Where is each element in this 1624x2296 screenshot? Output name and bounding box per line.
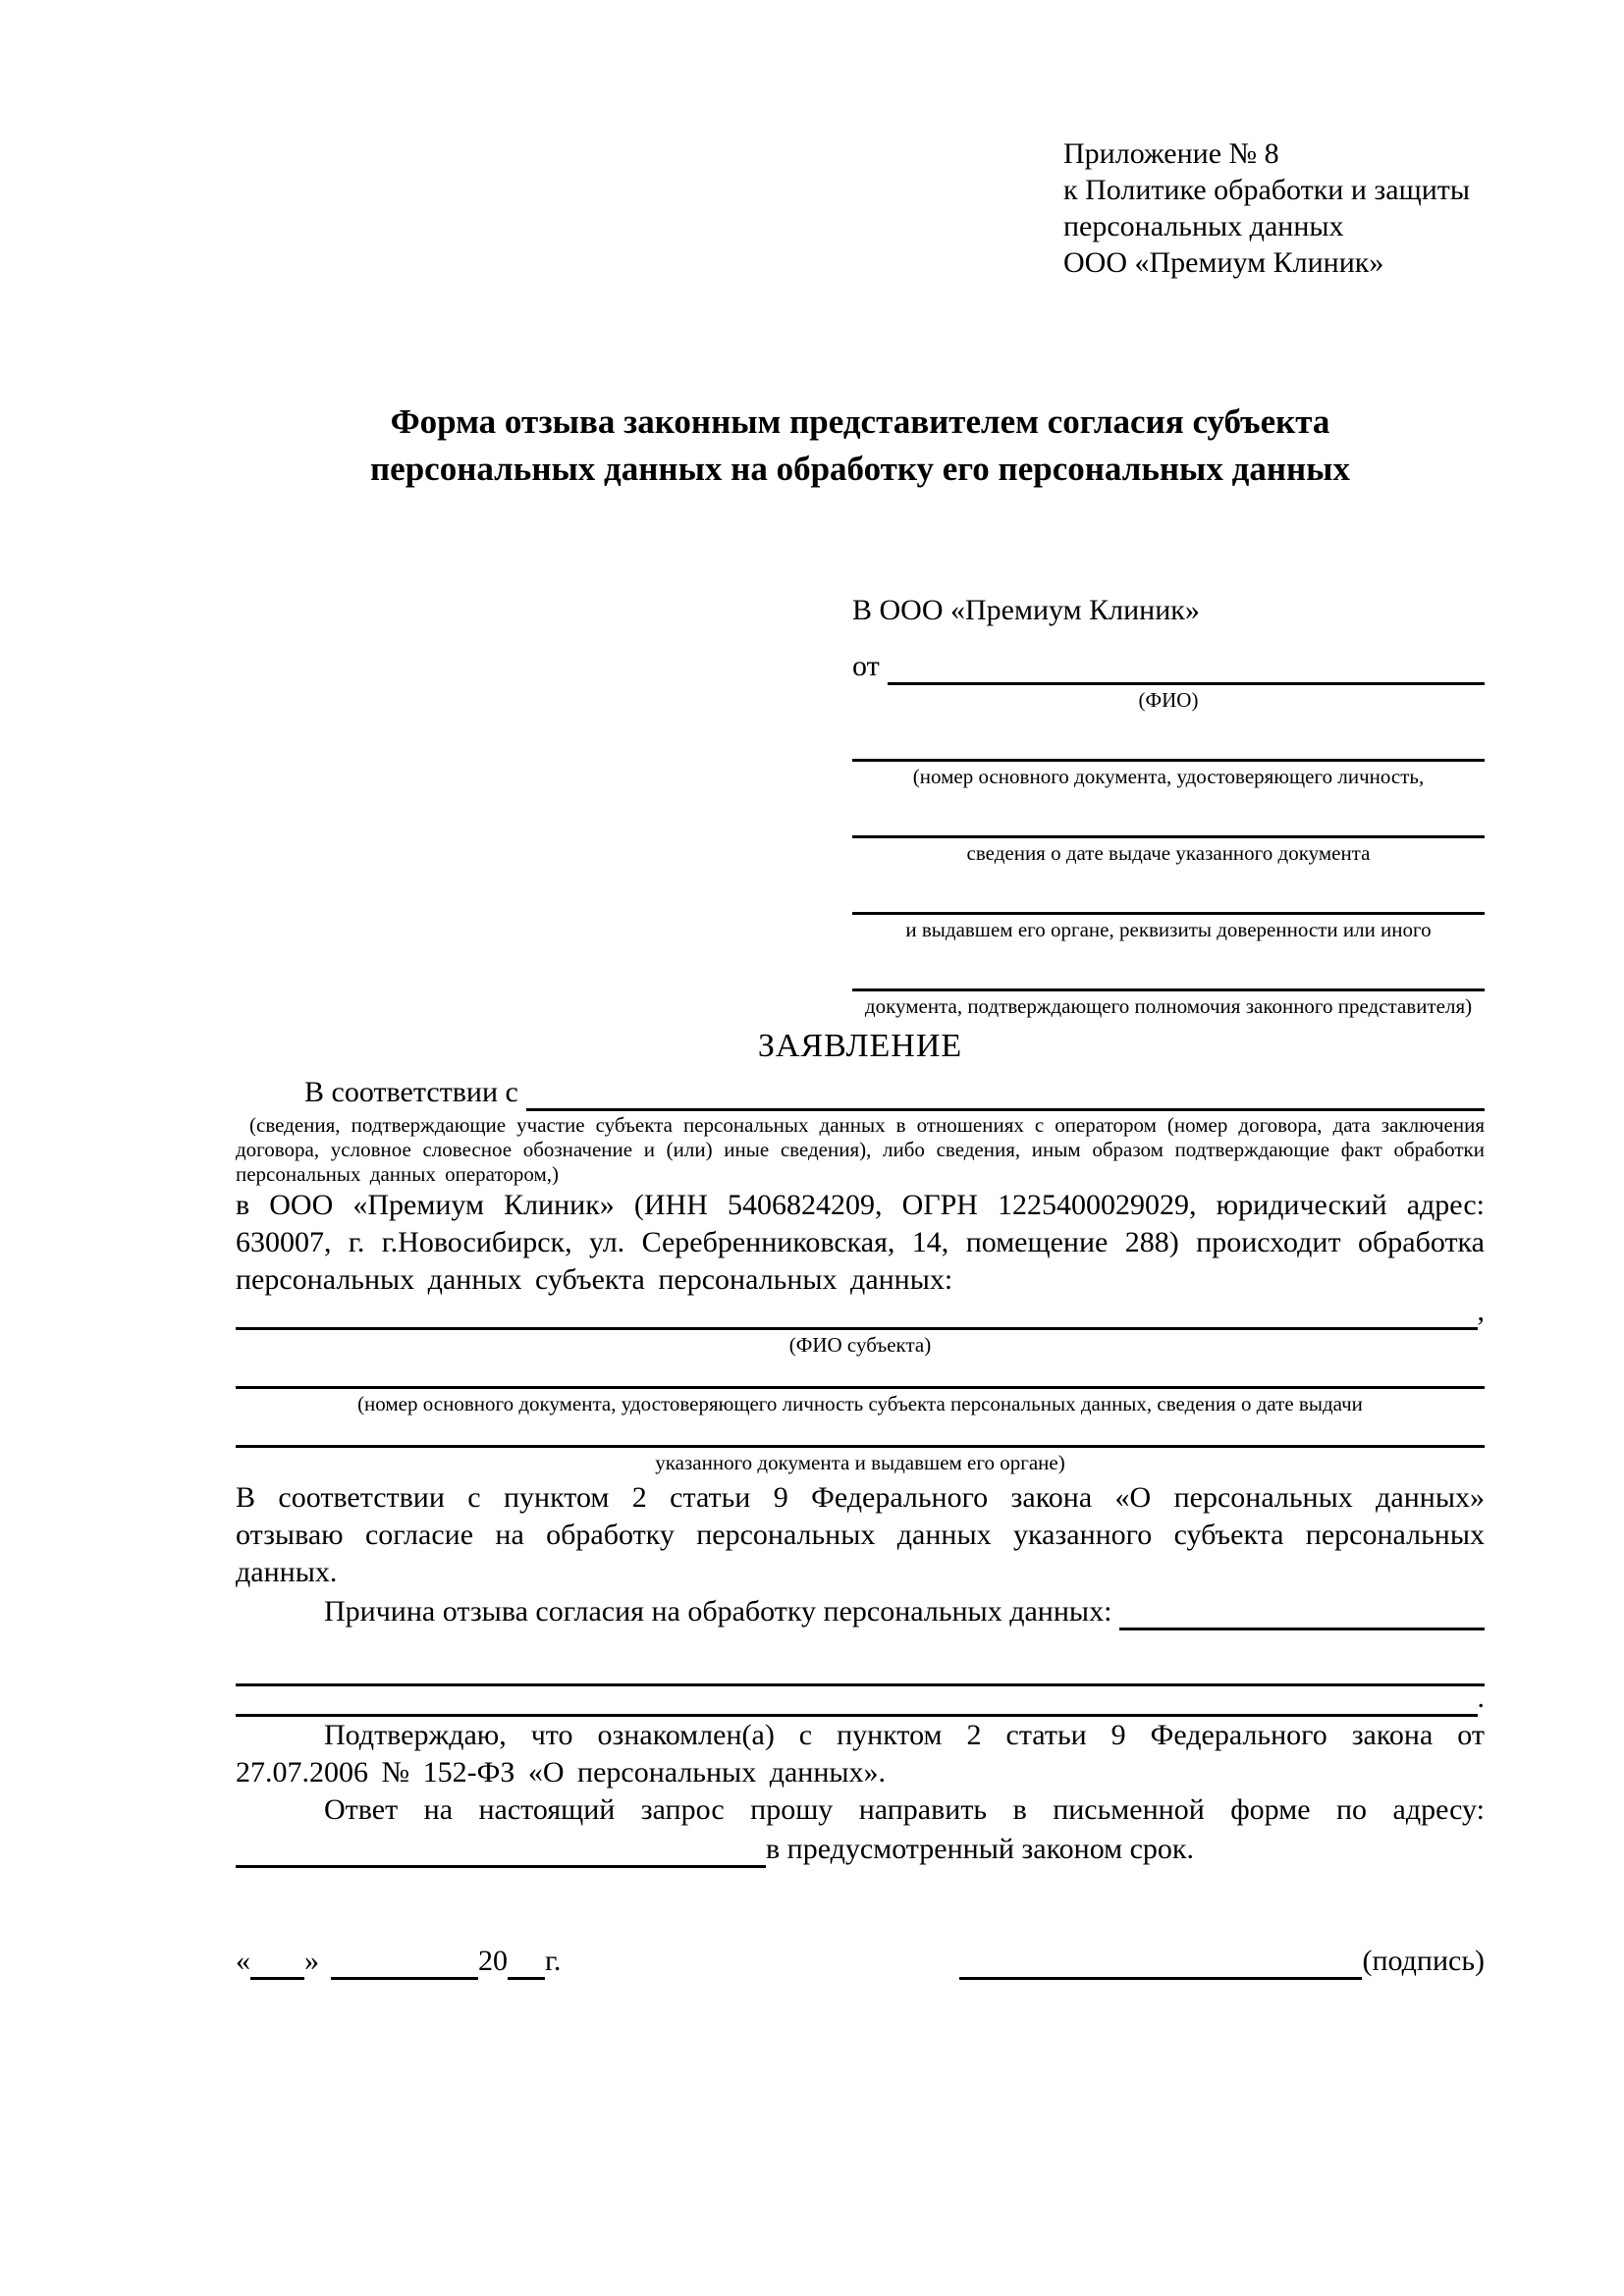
- subject-fio-comma: ,: [1477, 1295, 1485, 1327]
- appendix-block: [1063, 135, 1485, 281]
- fio-caption: (ФИО): [1138, 688, 1199, 712]
- appendix-line: ООО «Премиум Клиник»: [1063, 246, 1384, 279]
- from-field-row: [852, 646, 1485, 685]
- representative-doc-field-line-3[interactable]: [852, 866, 1485, 915]
- subject-doc-caption-1: (номер основного документа, удостоверяющего личность субъекта персональных данных, сведения о дате выдачи: [357, 1392, 1363, 1415]
- representative-doc-field-line-2[interactable]: [852, 789, 1485, 838]
- doc-caption-3: и выдавшем его органе, реквизиты доверенности или иного: [905, 918, 1432, 941]
- doc-caption-1: (номер основного документа, удостоверяющего личность,: [912, 765, 1425, 788]
- statement-heading: ЗАЯВЛЕНИЕ: [757, 1028, 963, 1064]
- date-year-field-line[interactable]: [508, 1946, 545, 1980]
- confirm-paragraph: Подтверждаю, что ознакомлен(а) с пунктом 2 статьи 9 Федерального закона от 27.07.2006 № 152-ФЗ «О персональных данных».: [236, 1719, 1485, 1789]
- reply-address-field-line[interactable]: [236, 1865, 766, 1868]
- addressee-block: [852, 587, 1485, 1019]
- reply-address-row: [236, 1829, 1485, 1868]
- subject-fio-field-row: [236, 1295, 1485, 1330]
- appendix-line: персональных данных: [1063, 210, 1344, 242]
- subject-doc-caption-2: указанного документа и выдавшем его органе): [655, 1451, 1065, 1474]
- reason-prefix: Причина отзыва согласия на обработку персональных данных:: [324, 1595, 1112, 1628]
- basis-field-line[interactable]: [526, 1108, 1485, 1111]
- from-label: от: [852, 650, 880, 682]
- operator-paragraph: в ООО «Премиум Клиник» (ИНН 5406824209, ОГРН 1225400029029, юридический адрес: 630007, г. г.Новосибирск, ул. Серебренниковская, 14, помещение 288) происходит обработка персональных данных субъекта персональных данных:: [236, 1189, 1485, 1296]
- date-day-field-line[interactable]: [250, 1946, 304, 1980]
- withdraw-paragraph: В соответствии с пунктом 2 статьи 9 Федерального закона «О персональных данных» отзываю согласие на обработку персональных данных указанного субъекта персональных данных.: [236, 1481, 1485, 1588]
- appendix-line: к Политике обработки и защиты: [1063, 174, 1471, 206]
- date-month-field-line[interactable]: [331, 1946, 478, 1980]
- representative-doc-field-line-1[interactable]: [852, 713, 1485, 762]
- signature-field-line[interactable]: [959, 1946, 1362, 1980]
- reason-field-row-3: [236, 1682, 1485, 1717]
- basis-field-row: [236, 1072, 1485, 1111]
- doc-caption-4: документа, подтверждающего полномочия законного представителя): [864, 994, 1473, 1018]
- reason-field-row: [236, 1591, 1485, 1630]
- appendix-line: Приложение № 8: [1063, 137, 1279, 170]
- signature-field: [959, 1943, 1485, 1980]
- representative-doc-field-line-4[interactable]: [852, 942, 1485, 991]
- date-signature-row: [236, 1943, 1485, 1980]
- doc-caption-2: сведения о дате выдаче указанного документа: [966, 841, 1371, 865]
- representative-fio-field-line[interactable]: [888, 682, 1485, 685]
- reply-suffix: в предусмотренный законом срок.: [766, 1833, 1194, 1865]
- date-year-suffix: г.: [545, 1945, 562, 1977]
- date-field: [236, 1943, 561, 1980]
- signature-caption: (подпись): [1362, 1945, 1485, 1977]
- date-year-prefix: 20: [478, 1945, 508, 1977]
- subject-fio-field-line[interactable]: [236, 1327, 1478, 1330]
- addressee-org: В ООО «Премиум Клиник»: [852, 594, 1200, 626]
- basis-note: (сведения, подтверждающие участие субъекта персональных данных в отношениях с оператором (номер договора, дата заключения договора, условное словесное обозначение и (или) иные сведения), либо сведения, иным образом подтверждающие факт обработки персональных данных оператором,): [236, 1113, 1485, 1186]
- reply-request-line: Ответ на настоящий запрос прошу направить в письменной форме по адресу:: [324, 1793, 1485, 1826]
- reason-terminator: .: [1477, 1682, 1485, 1714]
- reason-field-line-2[interactable]: [236, 1656, 1485, 1686]
- date-quote-open: «: [236, 1945, 250, 1977]
- reason-field-line-1[interactable]: [1119, 1628, 1485, 1630]
- subject-doc-field-line-1[interactable]: [236, 1369, 1485, 1389]
- subject-fio-caption: (ФИО субъекта): [788, 1333, 932, 1357]
- subject-doc-field-line-2[interactable]: [236, 1428, 1485, 1448]
- page-title: Форма отзыва законным представителем согласия субъекта персональных данных на обработку его персональных данных: [370, 402, 1350, 488]
- date-quote-close: »: [304, 1945, 319, 1977]
- basis-prefix: В соответствии с: [304, 1076, 518, 1108]
